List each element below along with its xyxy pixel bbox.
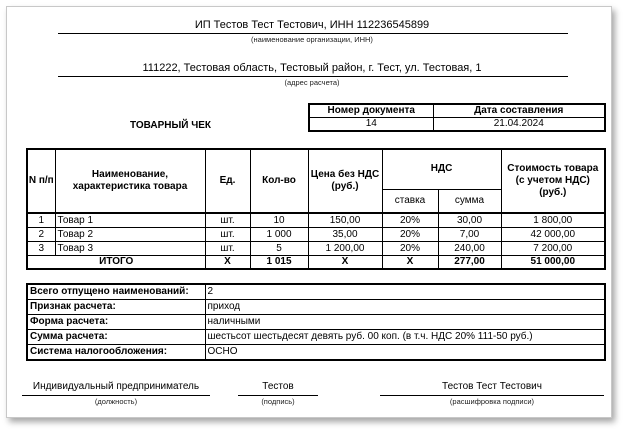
row-price: 35,00 xyxy=(308,228,382,242)
total-price: Х xyxy=(308,256,382,270)
row-price: 1 200,00 xyxy=(308,242,382,256)
row-unit: шт. xyxy=(205,228,250,242)
row-vat-sum: 240,00 xyxy=(438,242,501,256)
header-vat-sum: сумма xyxy=(438,189,501,213)
decoding-underline xyxy=(380,395,604,396)
row-num: 2 xyxy=(27,228,55,242)
total-cost: 51 000,00 xyxy=(501,256,605,270)
info-row xyxy=(27,300,605,315)
info-label: Сумма расчета: xyxy=(27,330,205,345)
header-price: Цена без НДС (руб.) xyxy=(308,149,382,213)
goods-table xyxy=(26,148,606,270)
row-cost: 7 200,00 xyxy=(501,242,605,256)
doc-date-value: 21.04.2024 xyxy=(433,118,605,132)
doc-number-value: 14 xyxy=(309,118,433,132)
header-cost: Стоимость товара (с учетом НДС) (руб.) xyxy=(501,149,605,213)
position-caption: (должность) xyxy=(94,397,138,406)
total-unit: Х xyxy=(205,256,250,270)
info-row xyxy=(27,345,605,361)
header-num: N п/п xyxy=(27,149,55,213)
doc-number-label: Номер документа xyxy=(309,104,433,118)
row-vat-rate: 20% xyxy=(382,213,438,228)
row-unit: шт. xyxy=(205,213,250,228)
header-vat: НДС xyxy=(382,149,501,189)
doc-date-label: Дата составления xyxy=(433,104,605,118)
signature-text: Тестов xyxy=(262,381,294,392)
info-label: Форма расчета: xyxy=(27,315,205,330)
decoding-caption: (расшифровка подписи) xyxy=(449,397,535,406)
row-qty: 1 000 xyxy=(250,228,308,242)
row-vat-sum: 7,00 xyxy=(438,228,501,242)
row-vat-sum: 30,00 xyxy=(438,213,501,228)
address-caption: (адрес расчета) xyxy=(284,78,340,87)
info-value: приход xyxy=(205,300,605,315)
row-num: 1 xyxy=(27,213,55,228)
info-label: Всего отпущено наименований: xyxy=(27,284,205,300)
organization-caption: (наименование организации, ИНН) xyxy=(251,35,373,44)
row-num: 3 xyxy=(27,242,55,256)
header-unit: Ед. xyxy=(205,149,250,213)
position-text: Индивидуальный предприниматель xyxy=(32,381,200,392)
signature-underline xyxy=(238,395,318,396)
organization-underline xyxy=(58,33,568,34)
row-name: Товар 2 xyxy=(55,228,205,242)
info-value: 2 xyxy=(205,284,605,300)
row-name: Товар 3 xyxy=(55,242,205,256)
table-row xyxy=(27,242,605,256)
organization-name: ИП Тестов Тест Тестович, ИНН 112236545899 xyxy=(194,19,430,31)
total-label: ИТОГО xyxy=(27,256,205,270)
info-row xyxy=(27,330,605,345)
header-name: Наименование, характеристика товара xyxy=(55,149,205,213)
payment-info-table xyxy=(26,283,606,361)
total-vat-rate: Х xyxy=(382,256,438,270)
total-qty: 1 015 xyxy=(250,256,308,270)
header-qty: Кол-во xyxy=(250,149,308,213)
total-row xyxy=(27,256,605,270)
row-name: Товар 1 xyxy=(55,213,205,228)
address-underline xyxy=(58,76,568,77)
info-label: Система налогообложения: xyxy=(27,345,205,361)
row-qty: 10 xyxy=(250,213,308,228)
signature-decoding: Тестов Тест Тестович xyxy=(442,381,542,392)
info-label: Признак расчета: xyxy=(27,300,205,315)
info-value: наличными xyxy=(205,315,605,330)
table-row xyxy=(27,213,605,228)
row-price: 150,00 xyxy=(308,213,382,228)
row-unit: шт. xyxy=(205,242,250,256)
receipt-title: ТОВАРНЫЙ ЧЕК xyxy=(130,120,212,131)
row-cost: 42 000,00 xyxy=(501,228,605,242)
address: 111222, Тестовая область, Тестовый район, г. Тест, ул. Тестовая, 1 xyxy=(142,62,482,74)
row-cost: 1 800,00 xyxy=(501,213,605,228)
row-vat-rate: 20% xyxy=(382,228,438,242)
info-value: шестьсот шестьдесят девять руб. 00 коп. (в т.ч. НДС 20% 111-50 руб.) xyxy=(205,330,605,345)
row-qty: 5 xyxy=(250,242,308,256)
info-row xyxy=(27,284,605,300)
header-vat-rate: ставка xyxy=(382,189,438,213)
position-underline xyxy=(22,395,210,396)
document-number-table xyxy=(308,103,606,132)
table-row xyxy=(27,228,605,242)
info-row xyxy=(27,315,605,330)
total-vat-sum: 277,00 xyxy=(438,256,501,270)
row-vat-rate: 20% xyxy=(382,242,438,256)
signature-caption: (подпись) xyxy=(261,397,295,406)
info-value: ОСНО xyxy=(205,345,605,361)
